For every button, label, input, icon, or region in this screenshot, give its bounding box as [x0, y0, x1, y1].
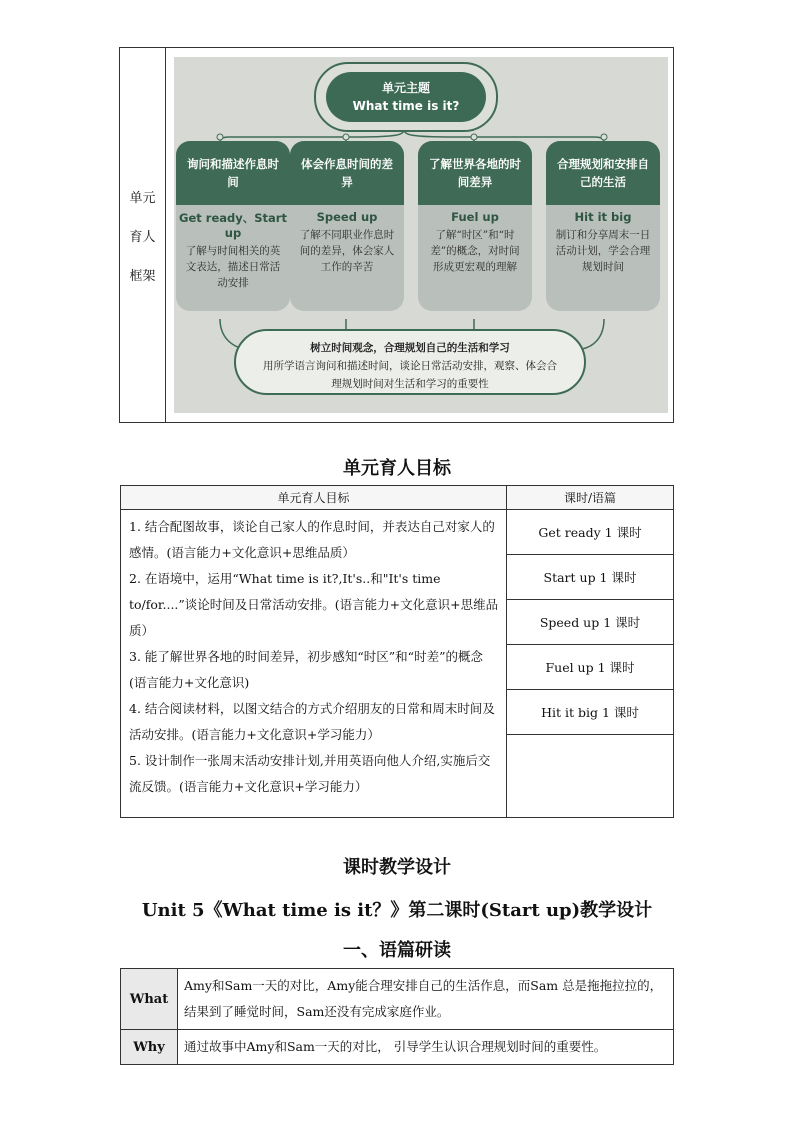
framework-card-title: 合理规划和安排自己的生活: [546, 141, 660, 205]
unit-theme-title: 单元主题: [381, 81, 430, 95]
why-text: 通过故事中Amy和Sam一天的对比， 引导学生认识合理规划时间的重要性。: [178, 1030, 674, 1065]
section-heading: 一、语篇研读: [343, 940, 451, 961]
goal-item: 5. 设计制作一张周末活动安排计划,并用英语向他人介绍,实施后交流反馈。(语言能力+文化意识+学习能力）: [129, 753, 491, 794]
framework-card-desc: 了解“时区”和“时差”的概念，对时间形成更宏观的理解: [430, 229, 520, 273]
framework-card-desc: 制订和分享周末一日活动计划，学会合理规划时间: [555, 229, 651, 273]
framework-label-line: 框架: [129, 268, 156, 284]
framework-card-sub: Speed up: [316, 210, 378, 224]
design-heading: 课时教学设计: [343, 857, 451, 878]
goals-table: [120, 485, 674, 802]
unit-theme-box: [314, 62, 498, 132]
goals-cell: [121, 510, 507, 818]
what-text: Amy和Sam一天的对比，Amy能合理安排自己的生活作息，而Sam 总是拖拖拉拉的，结果到了睡觉时间，Sam还没有完成家庭作业。: [178, 969, 674, 1030]
design-subheading: Unit 5《What time is it？》第二课时(Start up)教学设计: [141, 900, 653, 921]
framework-card: [418, 141, 532, 311]
goal-item: 2. 在语境中，运用“What time is it?,It's..和"It's time to/for....”谈论时间及日常活动安排。(语言能力+文化意识+思维品质）: [129, 571, 499, 638]
framework-goal-oval: [234, 329, 586, 395]
period-column-header: 课时/语篇: [507, 486, 674, 510]
framework-label: [120, 48, 166, 422]
framework-card-title: 询问和描述作息时间: [176, 141, 290, 205]
period-cell: Start up 1 课时: [507, 555, 674, 600]
framework-diagram-photo: [174, 57, 668, 413]
goals-column-header: 单元育人目标: [121, 486, 507, 510]
framework-table: [119, 47, 674, 423]
period-cell: Fuel up 1 课时: [507, 645, 674, 690]
what-why-table: [120, 968, 674, 1065]
period-cell: Get ready 1 课时: [507, 510, 674, 555]
goal-item: 3. 能了解世界各地的时间差异，初步感知“时区”和“时差”的概念(语言能力+文化意识): [129, 649, 483, 690]
framework-card-sub: Get ready、Start up: [179, 211, 287, 240]
goal-item: 1. 结合配图故事，谈论自己家人的作息时间，并表达自己对家人的感情。(语言能力+文化意识+思维品质）: [129, 519, 495, 560]
framework-card-title: 了解世界各地的时间差异: [418, 141, 532, 205]
framework-card-desc: 了解不同职业作息时间的差异，体会家人工作的辛苦: [299, 229, 395, 273]
why-label: Why: [121, 1030, 178, 1065]
what-label: What: [121, 969, 178, 1030]
framework-card-sub: Hit it big: [574, 210, 632, 224]
framework-card: [290, 141, 404, 311]
goal-item: 4. 结合阅读材料，以图文结合的方式介绍朋友的日常和周末时间及活动安排。(语言能力+文化意识+学习能力）: [129, 701, 495, 742]
framework-card-desc: 了解与时间相关的英文表达，描述日常活动安排: [185, 245, 281, 289]
framework-card: [176, 141, 290, 311]
framework-goal-title: 树立时间观念，合理规划自己的生活和学习: [310, 342, 510, 354]
period-cell-empty: [507, 735, 674, 818]
framework-card: [546, 141, 660, 311]
period-cell: Speed up 1 课时: [507, 600, 674, 645]
framework-label-line: 单元: [129, 190, 156, 206]
unit-theme-subtitle: What time is it?: [352, 99, 460, 113]
period-cell: Hit it big 1 课时: [507, 690, 674, 735]
framework-goal-text: 用所学语言询问和描述时间，谈论日常活动安排，观察、体会合理规划时间对生活和学习的重要性: [263, 360, 557, 390]
goals-heading: 单元育人目标: [343, 458, 451, 479]
framework-card-sub: Fuel up: [451, 210, 499, 224]
framework-card-title: 体会作息时间的差异: [290, 141, 404, 205]
framework-label-line: 育人: [129, 229, 156, 245]
